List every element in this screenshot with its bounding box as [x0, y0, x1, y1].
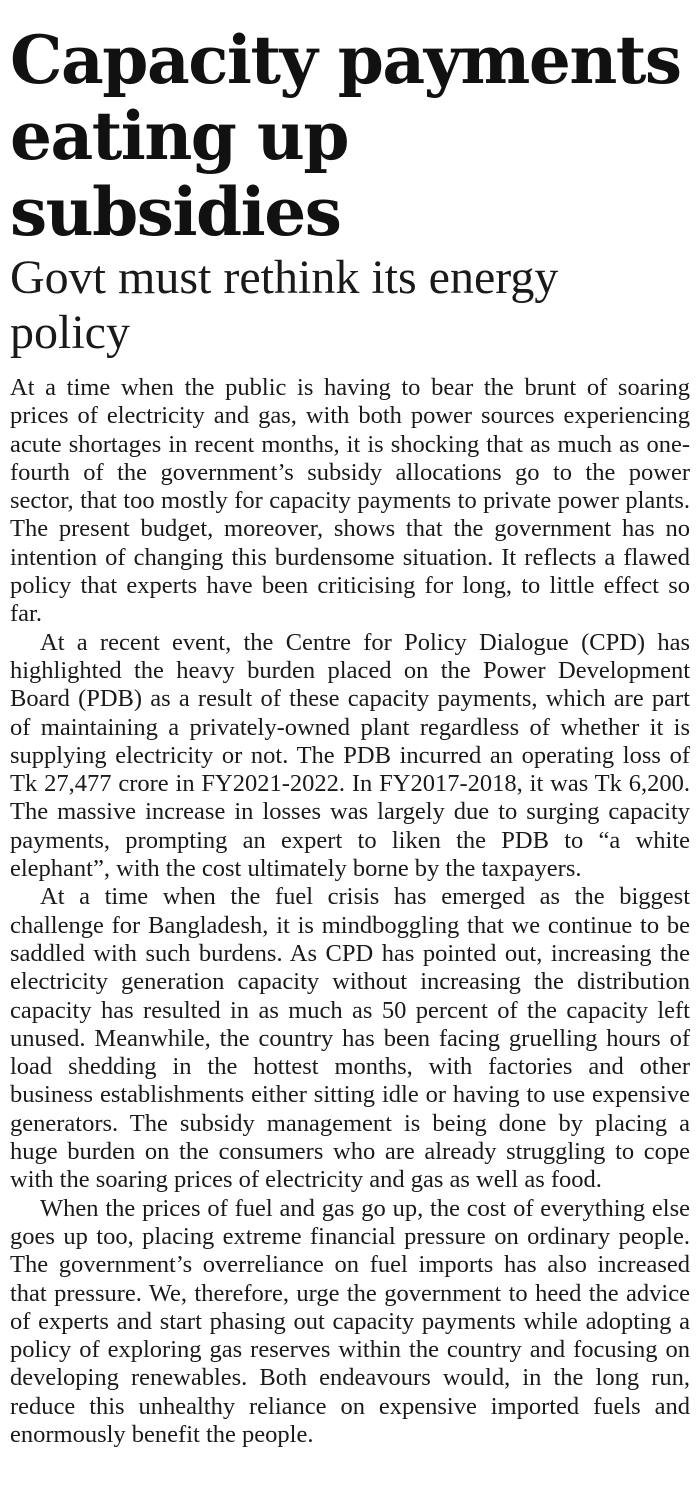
headline: Capacity payments eating up subsidies: [10, 21, 681, 251]
paragraph-3: At a time when the fuel crisis has emerged as the biggest challenge for Bangladesh, it is mindboggling that we continue to be saddled with such burdens. As CPD has pointed out, increasing the electricity generation capacity without increasing the distribution capacity has resulted in as much as 50 percent of the capacity left unused. Meanwhile, the country has been facing gruelling hours of load shedding in the hottest months, with factories and other business establishments either sitting idle or having to use expensive generators. The subsidy management is being done by placing a huge burden on the consumers who are already struggling to cope with the soaring prices of electricity and gas as well as food.: [10, 883, 690, 1194]
editorial-article: [10, 22, 690, 1449]
paragraph-1: At a time when the public is having to bear the brunt of soaring prices of electricity and gas, with both power sources experiencing acute shortages in recent months, it is shocking that as much as one-fourth of the government’s subsidy allocations go to the power sector, that too mostly for capacity payments to private power plants. The present budget, moreover, shows that the government has no intention of changing this burdensome situation. It reflects a flawed policy that experts have been criticising for long, to little effect so far.: [10, 374, 690, 628]
subheadline: Govt must rethink its energy policy: [10, 251, 559, 359]
paragraph-2: At a recent event, the Centre for Policy Dialogue (CPD) has highlighted the heavy burden placed on the Power Development Board (PDB) as a result of these capacity payments, which are part of maintaining a privately-owned plant regardless of whether it is supplying electricity or not. The PDB incurred an operating loss of Tk 27,477 crore in FY2021-2022. In FY2017-2018, it was Tk 6,200. The massive increase in losses was largely due to surging capacity payments, prompting an expert to liken the PDB to “a white elephant”, with the cost ultimately borne by the taxpayers.: [10, 628, 690, 883]
paragraph-4: When the prices of fuel and gas go up, the cost of everything else goes up too, placing extreme financial pressure on ordinary people. The government’s overreliance on fuel imports has also increased that pressure. We, therefore, urge the government to heed the advice of experts and start phasing out capacity payments while adopting a policy of exploring gas reserves within the country and focusing on developing renewables. Both endeavours would, in the long run, reduce this unhealthy reliance on expensive imported fuels and enormously benefit the people.: [10, 1194, 690, 1448]
